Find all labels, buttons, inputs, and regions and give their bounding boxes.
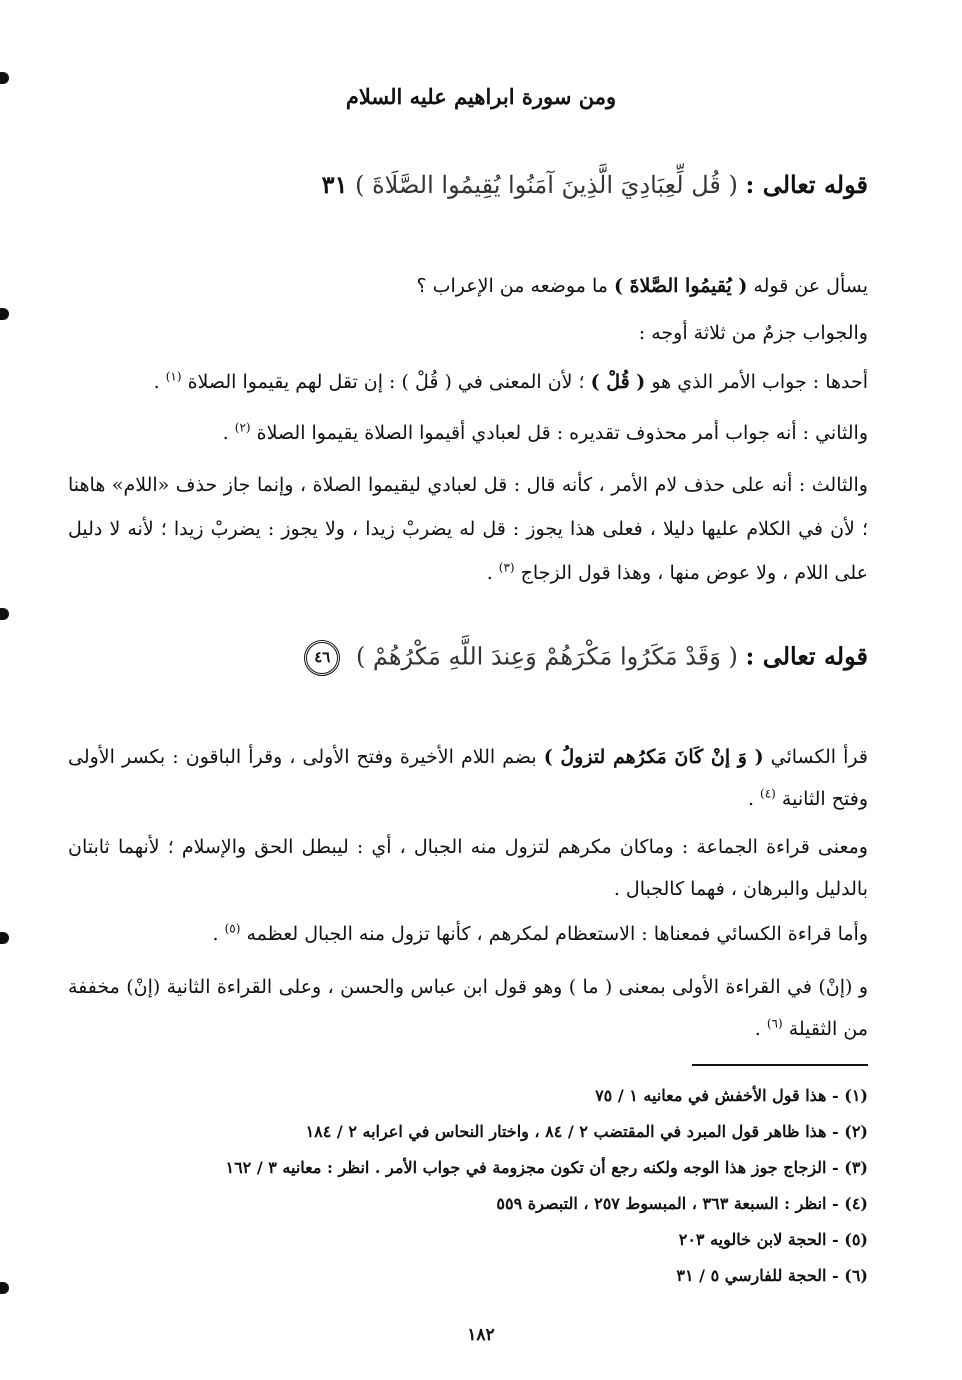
paragraph — [68, 266, 868, 306]
footnote-item: (٦) - الحجة للفارسي ٥ / ٣١ — [676, 1266, 868, 1285]
paragraph-text: وأما قراءة الكسائي فمعناها : الاستعظام لمكرهم ، كأنها تزول منه الجبال لعظمه — [246, 923, 868, 945]
paragraph-text: أحدها : جواب الأمر الذي هو — [651, 371, 868, 393]
verse-intro: قوله تعالى : — [745, 170, 868, 199]
paragraph-text: ؛ لأن المعنى في ( قُلْ ) : إن تقل لهم يقيموا الصلاة — [187, 371, 585, 393]
footnote-item: (٣) - الزجاج جوز هذا الوجه ولكنه رجع أن تكون مجزومة في جواب الأمر . انظر : معانيه ٣ / ١٦٢ — [225, 1158, 868, 1177]
binding-hole — [0, 308, 9, 320]
paragraph-text: . — [222, 422, 229, 444]
footnote-ref: (٢) — [234, 420, 251, 435]
paragraph-text: يسأل عن قوله — [753, 275, 868, 297]
paragraph-text: والثالث : أنه على حذف لام الأمر ، كأنه قال : قل لعبادي ليقيموا الصلاة ، وإنما جاز حذف «اللام» هاهنا ؛ لأن في الكلام عليها دليلا ، فعلى هذا يجوز : قل له يضربْ زيدا ، ولا يجوز : يضربْ زيدا ؛ لأنه لا دليل على اللام ، ولا عوض منها ، وهذا قول الزجاج — [68, 474, 868, 584]
binding-hole — [0, 72, 9, 84]
paragraph — [68, 463, 868, 595]
footnote-item: (٤) - انظر : السبعة ٣٦٣ ، المبسوط ٢٥٧ ، التبصرة ٥٥٩ — [496, 1194, 868, 1213]
footnote-ref: (٦) — [766, 1016, 783, 1031]
paragraph-text: . — [153, 371, 160, 393]
footnote-item: (١) - هذا قول الأخفش في معانيه ١ / ٧٥ — [595, 1086, 868, 1105]
footnote-ref: (٤) — [760, 786, 776, 801]
binding-hole — [0, 608, 9, 620]
footnote-item: (٥) - الحجة لابن خالويه ٢٠٣ — [678, 1230, 868, 1249]
paragraph — [68, 966, 868, 1050]
paragraph-text: بضم اللام الأخيرة وفتح الأولى ، وقرأ الباقون : بكسر الأولى وفتح الثانية — [68, 746, 868, 810]
paragraph-text: . — [754, 1018, 761, 1040]
paragraph-text: و (إنْ) في القراءة الأولى بمعنى ( ما ) وهو قول ابن عباس والحسن ، وعلى القراءة الثانية (إنْ) مخففة من الثقيلة — [68, 976, 868, 1040]
paragraph-text: ومعنى قراءة الجماعة : وماكان مكرهم لتزول منه الجبال ، أي : ليبطل الحق والإسلام ؛ لأنهما ثابتان بالدليل والبرهان ، فهما كالجبال . — [68, 836, 868, 900]
binding-hole — [0, 932, 9, 944]
quoted-phrase: ( وَ إنْ كَانَ مَكرُهم لتزولُ ) — [543, 746, 764, 768]
verse-heading-46 — [304, 640, 868, 676]
ayah-number-marker: ٤٦ — [304, 640, 340, 676]
paragraph-text: والثاني : أنه جواب أمر محذوف تقديره : قل لعبادي أقيموا الصلاة يقيموا الصلاة — [256, 422, 868, 444]
paragraph-text: . — [747, 788, 754, 810]
footnote-separator — [692, 1064, 868, 1066]
quoted-phrase: ( قُلْ ) — [590, 371, 646, 393]
paragraph — [68, 736, 868, 820]
quoted-phrase: ( يُقيمُوا الصَّلاةَ ) — [613, 275, 748, 297]
paragraph-text: والجواب جزمٌ من ثلاثة أوجه : — [638, 322, 868, 344]
footnote-ref: (٥) — [224, 921, 241, 936]
paragraph-text: . — [486, 562, 493, 584]
paragraph — [68, 413, 868, 453]
footnote-ref: (٣) — [498, 560, 515, 575]
footnote-item: (٢) - هذا ظاهر قول المبرد في المقتضب ٢ / ٨٤ ، واختار النحاس في اعرابه ٢ / ١٨٤ — [305, 1122, 868, 1141]
footnote-ref: (١) — [165, 369, 182, 384]
verse-heading-31 — [322, 170, 868, 199]
paragraph-text: قرأ الكسائي — [770, 746, 868, 768]
running-header: ومن سورة ابراهيم عليه السلام — [345, 84, 617, 109]
paragraph-text: . — [212, 923, 219, 945]
verse-text: ( قُل لِّعِبَادِيَ الَّذِينَ آمَنُوا يُقِيمُوا الصَّلَاةَ ) — [355, 171, 738, 199]
page-number: ١٨٢ — [467, 1325, 495, 1345]
paragraph — [68, 914, 868, 954]
verse-number: ٣١ — [321, 170, 348, 199]
paragraph — [68, 826, 868, 910]
paragraph — [68, 362, 868, 402]
binding-hole — [0, 1282, 9, 1294]
verse-intro: قوله تعالى : — [745, 641, 868, 671]
footnotes — [90, 1078, 868, 1294]
paragraph-text: ما موضعه من الإعراب ؟ — [416, 275, 608, 297]
verse-text: ( وَقَدْ مَكَرُوا مَكْرَهُمْ وَعِندَ اللَّهِ مَكْرُهُمْ ) — [355, 642, 738, 671]
paragraph — [68, 313, 868, 353]
